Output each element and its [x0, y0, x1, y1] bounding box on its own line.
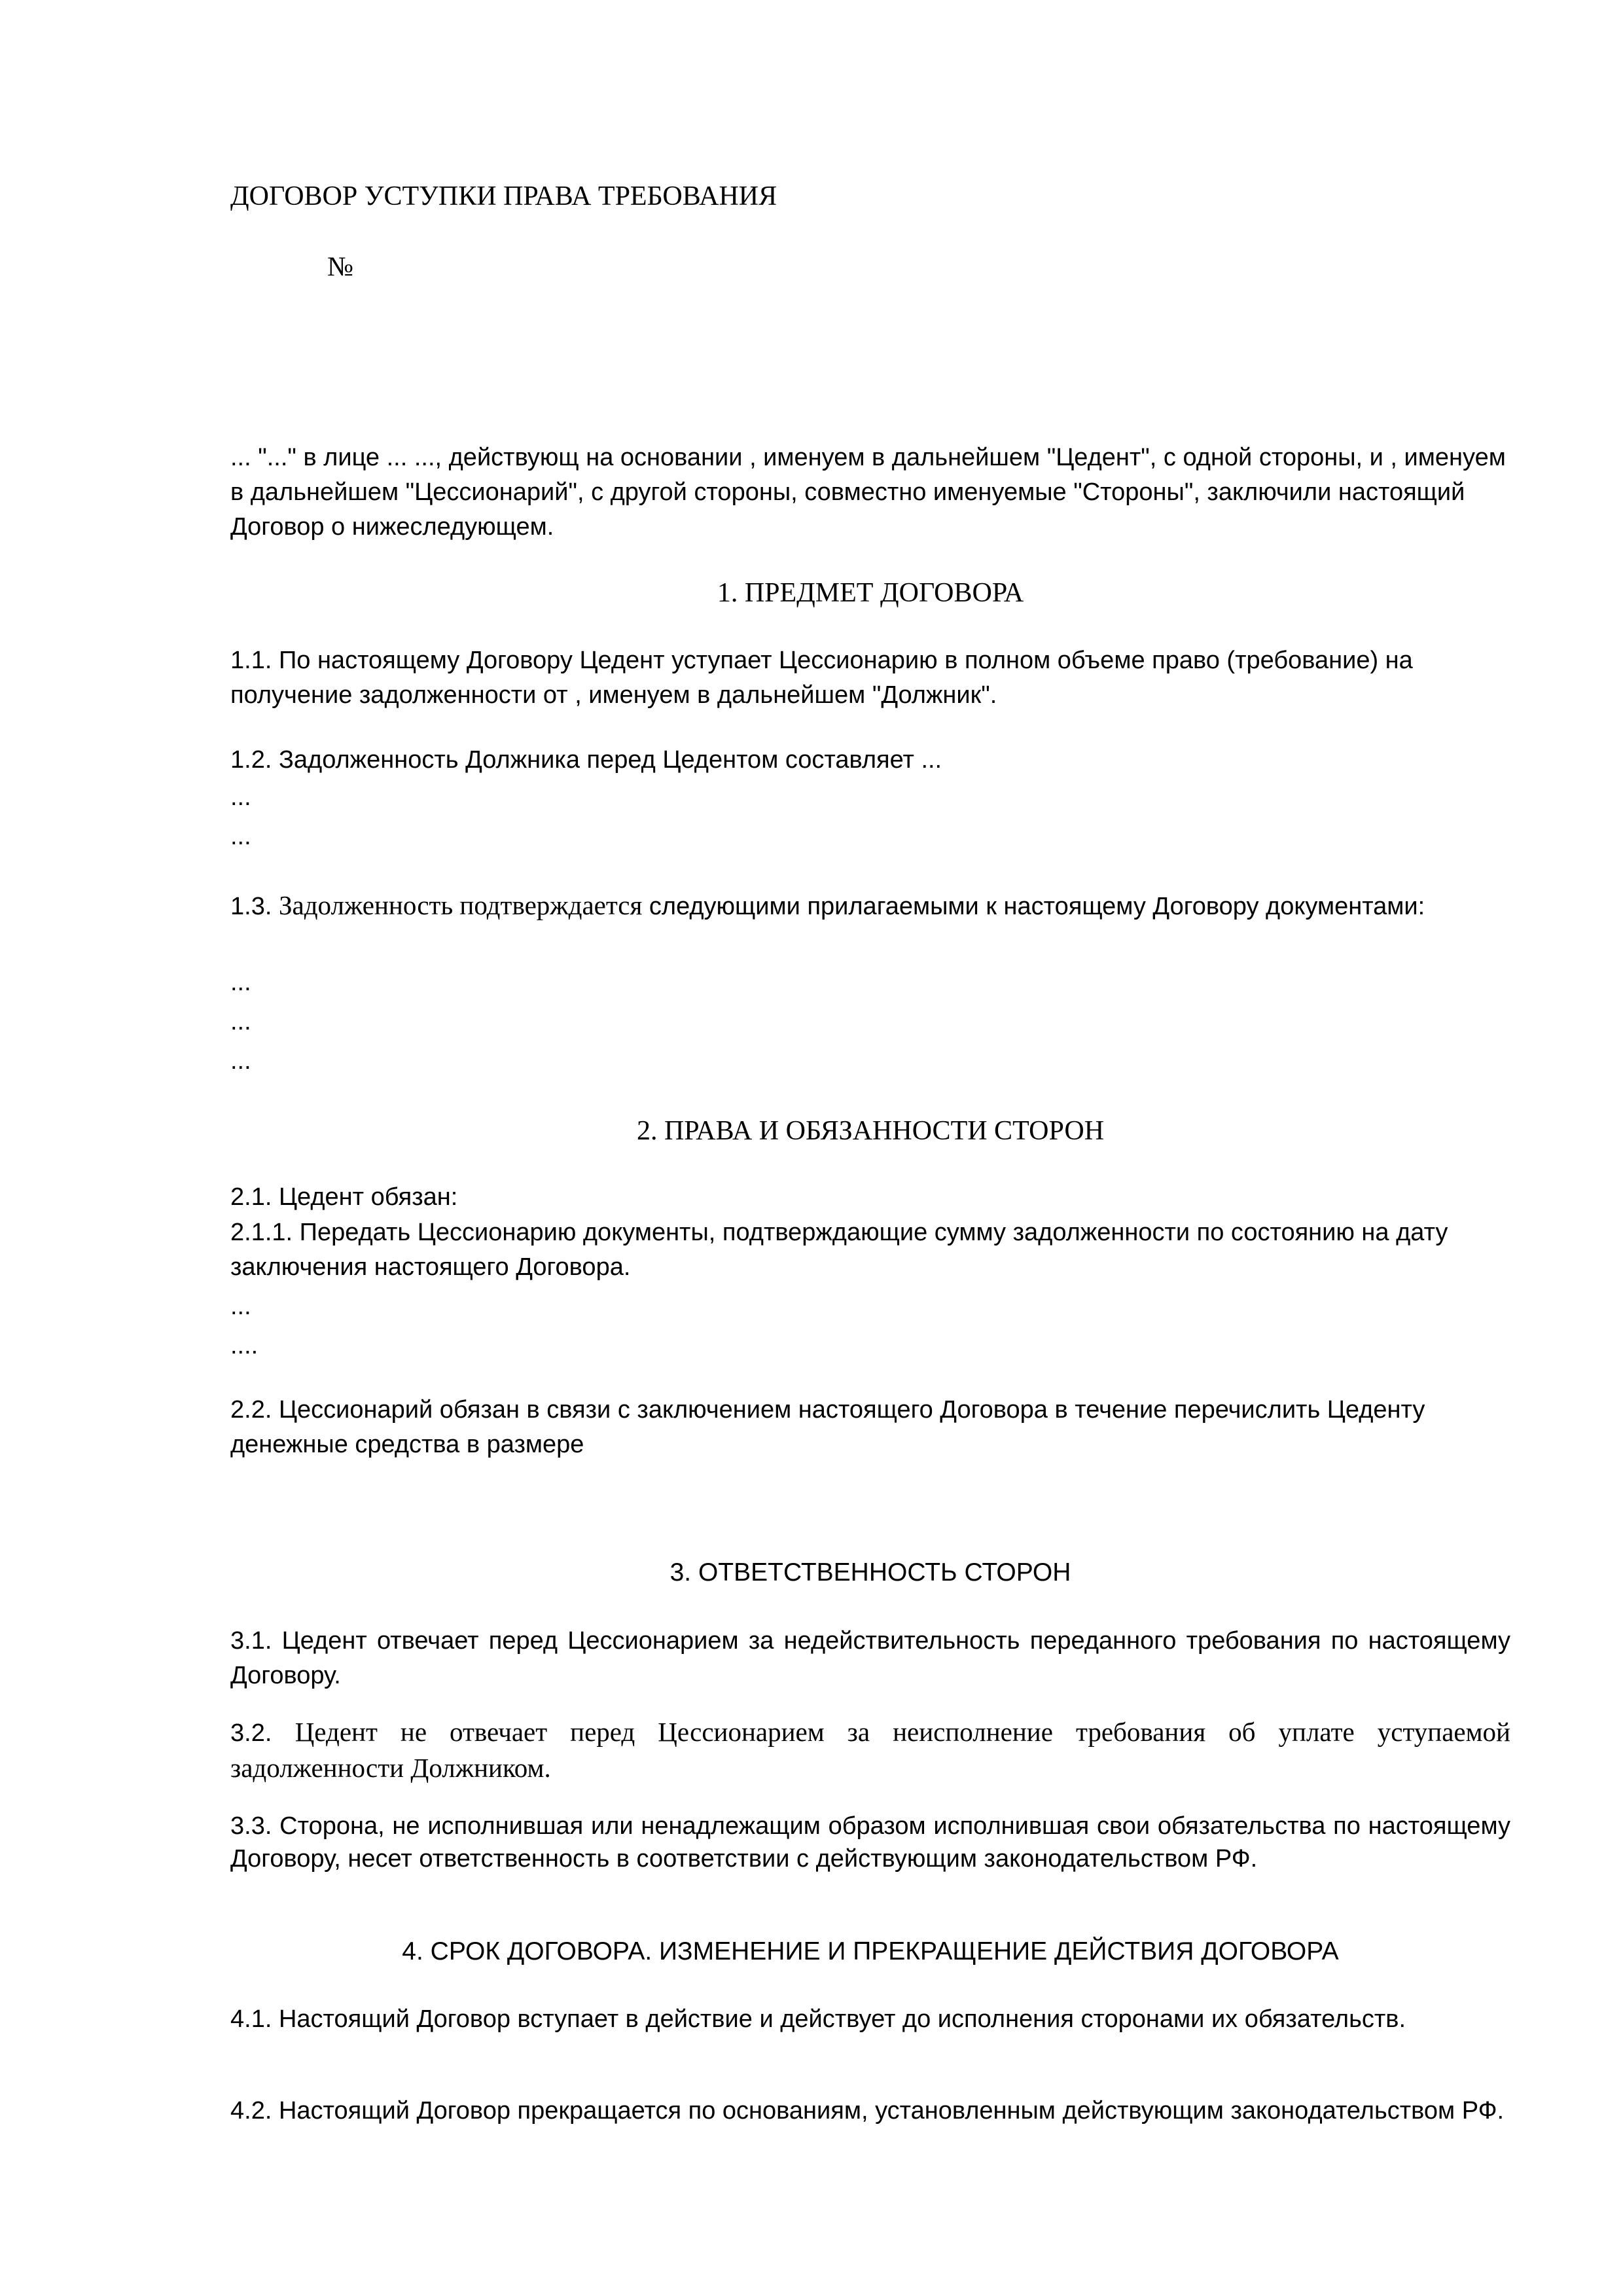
- clause-1-3: [230, 888, 1510, 924]
- contract-number-sign: №: [327, 252, 354, 282]
- section-4-heading: 4. СРОК ДОГОВОРА. ИЗМЕНЕНИЕ И ПРЕКРАЩЕНИЕ ДЕЙСТВИЯ ДОГОВОРА: [402, 1937, 1339, 1965]
- clause-2-1: 2.1. Цедент обязан:: [230, 1183, 458, 1211]
- clause-3-1: 3.1. Цедент отвечает перед Цессионарием за недействительность переданного требования по настоящему Договору.: [230, 1627, 1510, 1689]
- clause-2-1-item: ...: [230, 1293, 251, 1320]
- section-2-heading: 2. ПРАВА И ОБЯЗАННОСТИ СТОРОН: [636, 1116, 1105, 1146]
- clause-1-1: 1.1. По настоящему Договору Цедент уступает Цессионарию в полном объеме право (требование) на получение задолженности от , именуем в дальнейшем "Должник".: [230, 647, 1413, 709]
- clause-2-1-item: ....: [230, 1332, 259, 1359]
- clause-1-3-serif-text: Задолженность подтверждается: [278, 890, 643, 920]
- clause-2-2: 2.2. Цессионарий обязан в связи с заключением настоящего Договора в течение перечислить Цеденту денежные средства в размере: [230, 1396, 1425, 1458]
- clause-1-3-item: ...: [230, 1047, 251, 1075]
- section-1-heading: 1. ПРЕДМЕТ ДОГОВОРА: [717, 578, 1024, 608]
- section-3-heading: 3. ОТВЕТСТВЕННОСТЬ СТОРОН: [669, 1558, 1071, 1587]
- clause-4-1: 4.1. Настоящий Договор вступает в действие и действует до исполнения сторонами их обязательств.: [230, 2005, 1406, 2033]
- preamble-paragraph: ... "..." в лице ... ..., действующ на основании , именуем в дальнейшем "Цедент", с одной стороны, и , именуем в дальнейшем "Цессионарий", с другой стороны, совместно именуемые "Стороны", заключили настоящий Договор о нижеследующем.: [230, 444, 1506, 541]
- clause-1-2: 1.2. Задолженность Должника перед Цедентом составляет ...: [230, 746, 942, 774]
- clause-3-2: [230, 1715, 1510, 1787]
- clause-1-3-text: следующими прилагаемыми к настоящему Договору документами:: [642, 893, 1425, 920]
- document-title: ДОГОВОР УСТУПКИ ПРАВА ТРЕБОВАНИЯ: [230, 181, 777, 211]
- clause-3-3: 3.3. Сторона, не исполнившая или ненадлежащим образом исполнившая свои обязательства по настоящему Договору, несет ответственность в соответствии с действующим законодательством РФ.: [230, 1812, 1510, 1873]
- clause-3-2-text: Цедент не отвечает перед Цессионарием за неисполнение требования об уплате уступаемой задолженности Должником.: [230, 1717, 1510, 1783]
- clause-3-2-number: 3.2.: [230, 1719, 295, 1747]
- clause-1-3-number: 1.3.: [230, 893, 279, 920]
- clause-1-3-item: ...: [230, 1008, 251, 1035]
- clause-1-3-item: ...: [230, 969, 251, 996]
- clause-2-1-1: 2.1.1. Передать Цессионарию документы, подтверждающие сумму задолженности по состоянию на дату заключения настоящего Договора.: [230, 1219, 1448, 1281]
- clause-1-2-item: ...: [230, 783, 251, 811]
- clause-4-2: 4.2. Настоящий Договор прекращается по основаниям, установленным действующим законодательством РФ.: [230, 2097, 1505, 2125]
- clause-1-2-item: ...: [230, 823, 251, 850]
